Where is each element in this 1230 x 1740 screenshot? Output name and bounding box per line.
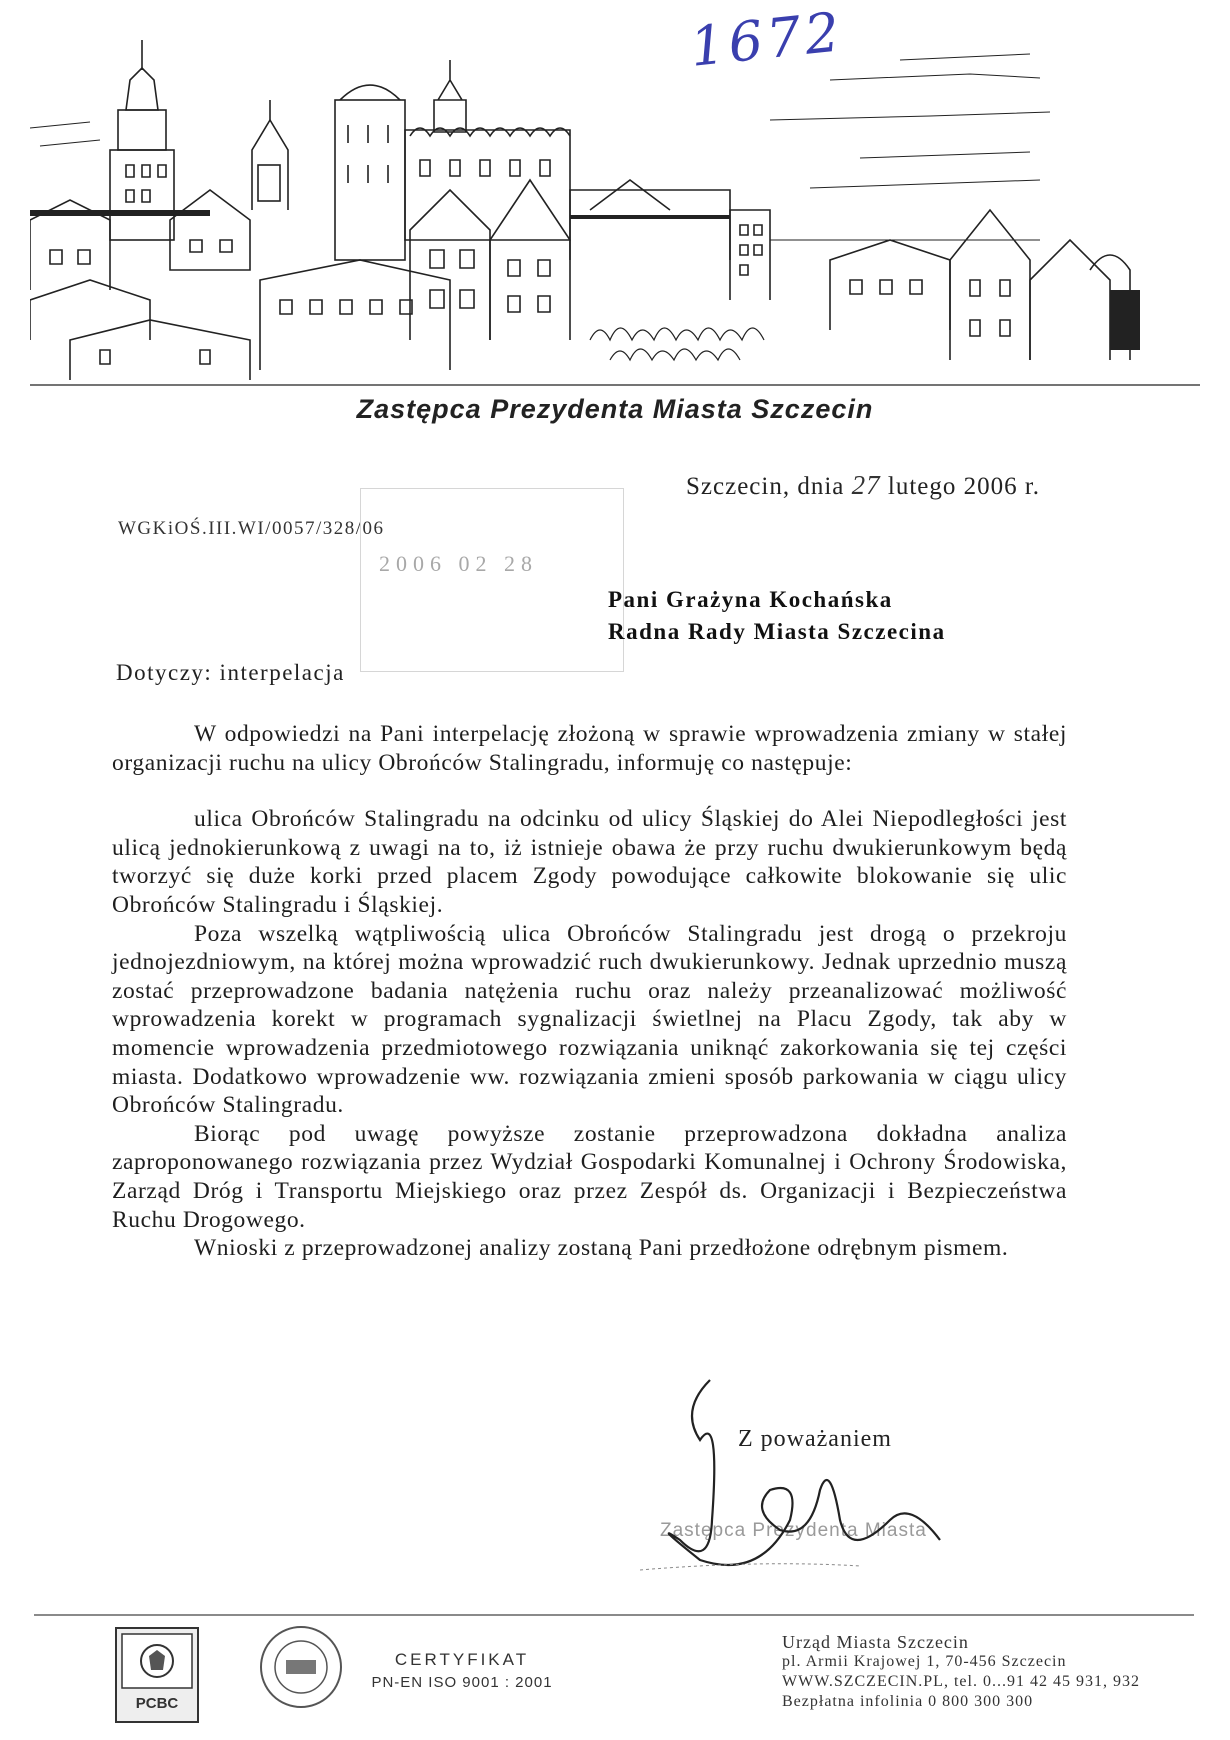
date-suffix: lutego 2006 r. bbox=[887, 473, 1041, 500]
letter-body bbox=[112, 720, 1067, 1263]
body-paragraph: Poza wszelką wątpliwością ulica Obrońców Stalingradu jest drogą o przekroju jednojezdniowym, na której można wprowadzić ruch dwukierunkowy. Jednak uprzednio muszą zostać przeprowadzone badania natężenia ruchu oraz należy przeanalizować możliwość wprowadzenia korekt w programach sygnalizacji świetlnej na Placu Zgody, tak aby w momencie wprowadzenia przedmiotowego rozwiązania uniknąć zakorkowania się tej części miasta. Dodatkowo wprowadzenie ww. rozwiązania zmieni sposób parkowania w ciągu ulicy Obrońców Stalingradu. bbox=[112, 920, 1067, 1119]
date-prefix: Szczecin, dnia bbox=[686, 473, 845, 500]
pcbc-logo-text: PCBC bbox=[135, 1695, 179, 1712]
handwritten-number: 1672 bbox=[687, 0, 847, 79]
body-intro: W odpowiedzi na Pani interpelację złożoną w sprawie wprowadzenia zmiany w stałej organizacji ruchu na ulicy Obrońców Stalingradu, informuję co następuje: bbox=[112, 721, 1067, 776]
footer-divider bbox=[34, 1614, 1194, 1616]
office-name: Urząd Miasta Szczecin bbox=[782, 1632, 969, 1652]
received-stamp bbox=[360, 488, 624, 672]
city-skyline-illustration bbox=[30, 40, 1200, 390]
office-address-block bbox=[782, 1632, 1140, 1712]
pcbc-logo bbox=[114, 1626, 200, 1724]
stamp-date: 2006 02 28 bbox=[379, 551, 538, 576]
office-address: pl. Armii Krajowej 1, 70-456 Szczecin bbox=[782, 1653, 1067, 1670]
recipient-role: Radna Rady Miasta Szczecina bbox=[608, 619, 946, 644]
closing-salutation: Z poważaniem bbox=[738, 1426, 892, 1452]
certificate-standard: PN-EN ISO 9001 : 2001 bbox=[371, 1674, 553, 1691]
date-day-handwritten: 27 bbox=[851, 470, 881, 500]
body-paragraph: Biorąc pod uwagę powyższe zostanie przeprowadzona dokładna analiza zaproponowanego rozwiązania przez Wydział Gospodarki Komunalnej i Ochrony Środowiska, Zarząd Dróg i Transportu Miejskiego oraz przez Zespół ds. Organizacji i Bezpieczeństwa Ruchu Drogowego. bbox=[112, 1120, 1067, 1233]
certification-seal-icon bbox=[256, 1622, 346, 1712]
office-web-phone: WWW.SZCZECIN.PL, tel. 0...91 42 45 931, 932 bbox=[782, 1673, 1140, 1690]
reference-number: WGKiOŚ.III.WI/0057/328/06 bbox=[118, 518, 385, 539]
body-paragraph: ulica Obrońców Stalingradu na odcinku od ulicy Śląskiej do Alei Niepodległości jest ulicą jednokierunkową z uwagi na to, iż istnieje obawa że przy ruchu dwukierunkowym będą tworzyć się duże korki przed placem Zgody powodujące całkowite blokowanie się ulic Obrońców Stalingradu i Śląskiej. bbox=[112, 806, 1067, 918]
subject-line: Dotyczy: interpelacja bbox=[116, 660, 345, 685]
body-paragraph: Wnioski z przeprowadzonej analizy zostaną Pani przedłożone odrębnym pismem. bbox=[194, 1235, 1009, 1262]
certificate-block bbox=[362, 1650, 562, 1691]
date-line bbox=[686, 470, 1040, 501]
signature-stamp-title: Zastępca Prezydenta Miasta bbox=[660, 1520, 927, 1541]
recipient-name: Pani Grażyna Kochańska bbox=[608, 587, 893, 612]
recipient-block bbox=[608, 584, 946, 648]
office-hotline: Bezpłatna infolinia 0 800 300 300 bbox=[782, 1693, 1034, 1710]
certificate-title: CERTYFIKAT bbox=[394, 1650, 530, 1669]
office-title: Zastępca Prezydenta Miasta Szczecin bbox=[356, 394, 874, 424]
handwritten-signature bbox=[640, 1370, 970, 1580]
